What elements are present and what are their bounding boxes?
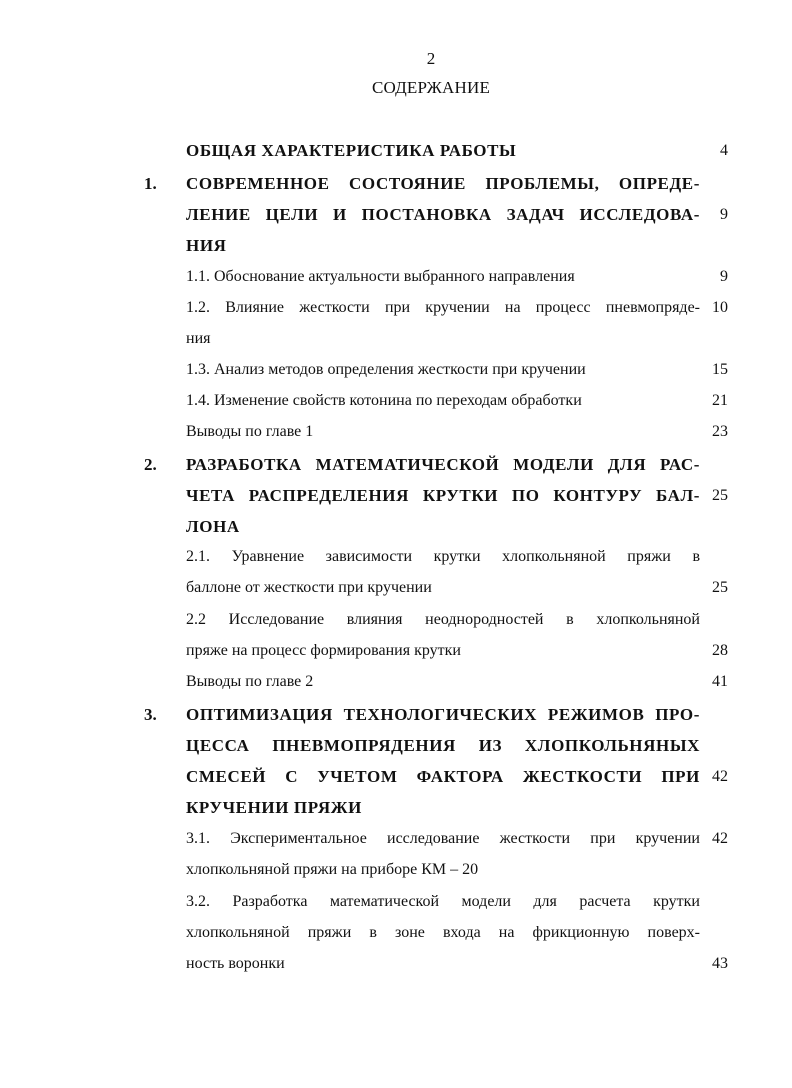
- toc-entry-line: ность воронки: [186, 955, 285, 972]
- toc-entry-line: ЛОНА: [186, 517, 240, 536]
- toc-entry-page: 41: [712, 673, 728, 690]
- toc-entry-line: РАЗРАБОТКА МАТЕМАТИЧЕСКОЙ МОДЕЛИ ДЛЯ РАС-: [186, 455, 700, 474]
- toc-entry-line: КРУЧЕНИИ ПРЯЖИ: [186, 798, 362, 817]
- page-number: 2: [426, 49, 436, 68]
- toc-entry-line: баллоне от жесткости при кручении: [186, 579, 432, 596]
- toc-entry-page: 25: [712, 487, 728, 504]
- toc-title: СОДЕРЖАНИЕ: [371, 78, 491, 97]
- toc-entry-line: ЛЕНИЕ ЦЕЛИ И ПОСТАНОВКА ЗАДАЧ ИССЛЕДОВА-: [186, 205, 700, 224]
- toc-entry-page: 9: [720, 268, 728, 285]
- chapter-number: 1.: [144, 174, 157, 193]
- chapter-number: 2.: [144, 455, 157, 474]
- toc-entry-page: 43: [712, 955, 728, 972]
- toc-entry-line: Выводы по главе 2: [186, 673, 314, 690]
- toc-entry-line: ЧЕТА РАСПРЕДЕЛЕНИЯ КРУТКИ ПО КОНТУРУ БАЛ-: [186, 486, 700, 505]
- toc-entry-line: 2.1. Уравнение зависимости крутки хлопкольняной пряжи в: [186, 548, 700, 565]
- toc-entry-line: ния: [186, 330, 211, 347]
- toc-entry-page: 42: [712, 768, 728, 785]
- toc-entry-line: ОБЩАЯ ХАРАКТЕРИСТИКА РАБОТЫ: [186, 141, 517, 160]
- toc-entry-line: 1.4. Изменение свойств котонина по переходам обработки: [186, 392, 582, 409]
- toc-entry-page: 23: [712, 423, 728, 440]
- toc-entry-page: 9: [720, 206, 728, 223]
- toc-entry-page: 21: [712, 392, 728, 409]
- toc-entry-line: СОВРЕМЕННОЕ СОСТОЯНИЕ ПРОБЛЕМЫ, ОПРЕДЕ-: [186, 174, 700, 193]
- toc-entry-line: НИЯ: [186, 236, 227, 255]
- toc-entry-line: 3.2. Разработка математической модели для расчета крутки: [186, 893, 700, 910]
- toc-entry-line: пряже на процесс формирования крутки: [186, 642, 461, 659]
- toc-entry-page: 4: [720, 142, 728, 159]
- toc-entry-page: 25: [712, 579, 728, 596]
- toc-entry-line: 1.3. Анализ методов определения жесткости при кручении: [186, 361, 586, 378]
- toc-entry-line: СМЕСЕЙ С УЧЕТОМ ФАКТОРА ЖЕСТКОСТИ ПРИ: [186, 767, 700, 786]
- toc-entry-page: 28: [712, 642, 728, 659]
- toc-entry-line: хлопкольняной пряжи на приборе КМ – 20: [186, 861, 479, 878]
- toc-entry-line: ЦЕССА ПНЕВМОПРЯДЕНИЯ ИЗ ХЛОПКОЛЬНЯНЫХ: [186, 736, 700, 755]
- toc-entry-line: 1.2. Влияние жесткости при кручении на процесс пневмопряде-: [186, 299, 700, 316]
- toc-entry-line: 1.1. Обоснование актуальности выбранного направления: [186, 268, 575, 285]
- chapter-number: 3.: [144, 705, 157, 724]
- toc-entry-line: 2.2 Исследование влияния неоднородностей в хлопкольняной: [186, 611, 700, 628]
- toc-entry-page: 15: [712, 361, 728, 378]
- toc-entry-page: 42: [712, 830, 728, 847]
- toc-entry-line: ОПТИМИЗАЦИЯ ТЕХНОЛОГИЧЕСКИХ РЕЖИМОВ ПРО-: [186, 705, 700, 724]
- toc-entry-page: 10: [712, 299, 728, 316]
- toc-entry-line: хлопкольняной пряжи в зоне входа на фрикционную поверх-: [186, 924, 700, 941]
- toc-entry-line: Выводы по главе 1: [186, 423, 314, 440]
- toc-entry-line: 3.1. Экспериментальное исследование жесткости при кручении: [186, 830, 700, 847]
